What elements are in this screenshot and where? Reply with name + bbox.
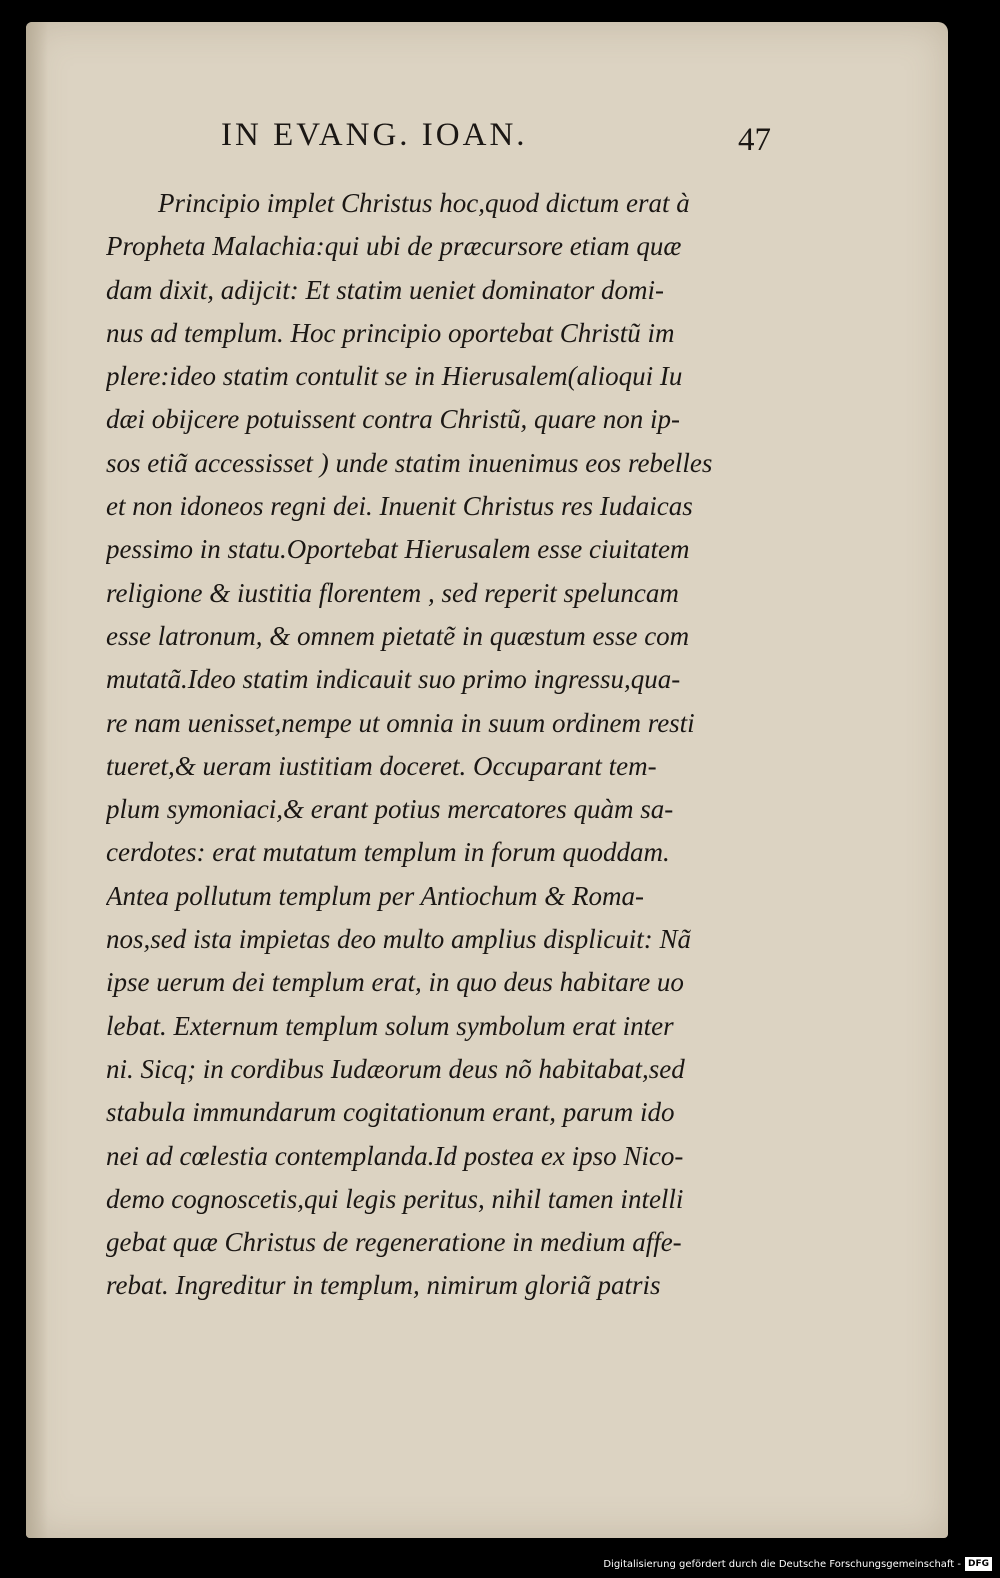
book-page (26, 22, 948, 1538)
text-line: nos,sed ista impietas deo multo amplius displicuit: Nã (106, 924, 691, 955)
text-line: dæi obijcere potuissent contra Christũ, quare non ip- (106, 404, 680, 435)
text-line: plere:ideo statim contulit se in Hierusalem(alioqui Iu (106, 361, 683, 392)
running-head: IN EVANG. IOAN. (221, 117, 528, 153)
page-number: 47 (738, 122, 771, 158)
text-line: demo cognoscetis,qui legis peritus, nihil tamen intelli (106, 1183, 684, 1214)
text-line: Propheta Malachia:qui ubi de præcursore etiam quæ (106, 231, 682, 262)
page-gutter-shadow (26, 22, 48, 1538)
text-line: re nam uenisset,nempe ut omnia in suum ordinem resti (106, 707, 695, 738)
text-line: stabula immundarum cogitationum erant, parum ido (106, 1097, 675, 1128)
text-line: plum symoniaci,& erant potius mercatores quàm sa- (106, 794, 674, 825)
text-line: Principio implet Christus hoc,quod dictum erat à (158, 188, 690, 218)
text-line: mutatã.Ideo statim indicauit suo primo ingressu,qua- (106, 664, 681, 695)
text-line: et non idoneos regni dei. Inuenit Christus res Iudaicas (106, 491, 693, 522)
text-line: Antea pollutum templum per Antiochum & Roma- (106, 880, 644, 911)
text-line: dam dixit, adijcit: Et statim ueniet dominator domi- (106, 274, 664, 305)
text-line: lebat. Externum templum solum symbolum erat inter (106, 1010, 674, 1041)
funding-credit: Digitalisierung gefördert durch die Deutsche Forschungsgemeinschaft - (603, 1558, 961, 1570)
body-text (106, 182, 786, 1308)
text-line: gebat quæ Christus de regeneratione in medium affe- (106, 1227, 682, 1258)
text-line: nei ad cœlestia contemplanda.Id postea ex ipso Nico- (106, 1140, 684, 1171)
text-line: nus ad templum. Hoc principio oportebat Christũ im (106, 317, 675, 348)
text-line: rebat. Ingreditur in templum, nimirum gloriã patris (106, 1270, 661, 1301)
text-line: pessimo in statu.Oportebat Hierusalem esse ciuitatem (106, 534, 690, 565)
digitization-footer (603, 1554, 992, 1574)
text-line: esse latronum, & omnem pietatẽ in quæstum esse com (106, 620, 690, 651)
text-line: tueret,& ueram iustitiam doceret. Occuparant tem- (106, 750, 657, 781)
text-line: sos etiã accessisset ) unde statim inuenimus eos rebelles (106, 447, 713, 478)
text-line: religione & iustitia florentem , sed reperit speluncam (106, 577, 679, 608)
text-line: ipse uerum dei templum erat, in quo deus habitare uo (106, 967, 684, 998)
text-line: ni. Sicq; in cordibus Iudæorum deus nõ habitabat,sed (106, 1053, 685, 1084)
text-line: cerdotes: erat mutatum templum in forum quoddam. (106, 837, 670, 868)
dfg-logo: DFG (965, 1557, 992, 1571)
